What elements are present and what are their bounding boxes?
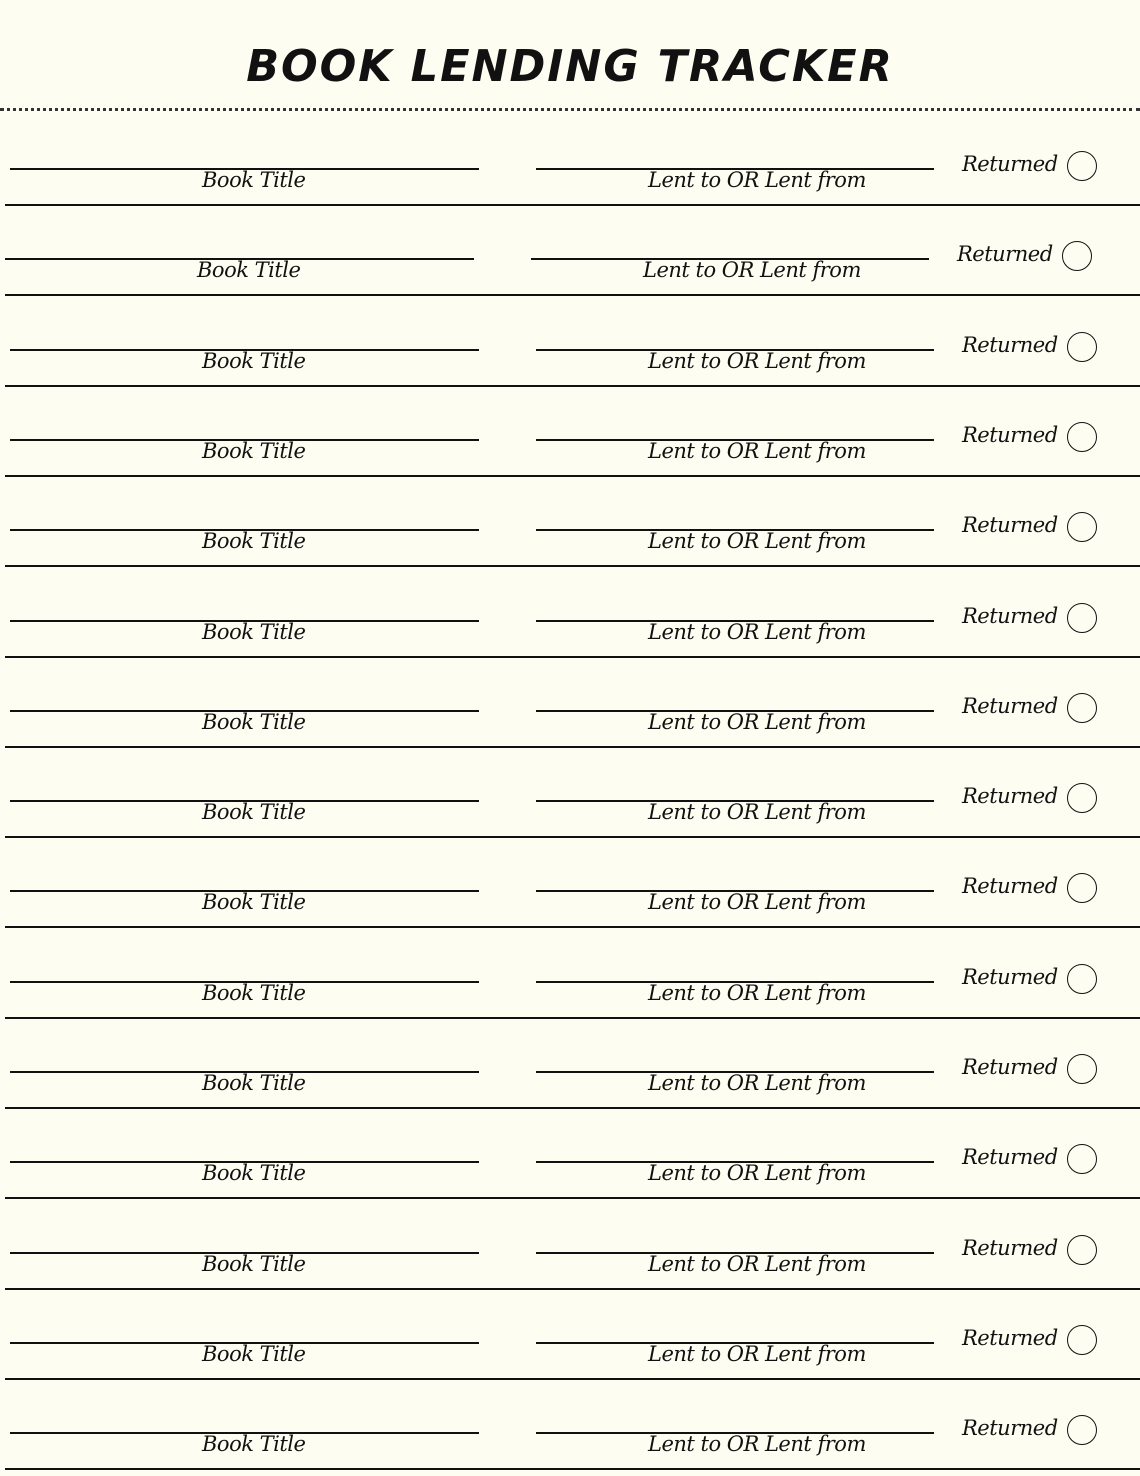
returned-checkbox[interactable] [1067,512,1097,542]
returned-checkbox[interactable] [1067,151,1097,181]
returned-label: Returned [962,1416,1058,1441]
returned-checkbox[interactable] [1067,1325,1097,1355]
row-divider [5,1468,1140,1470]
tracker-row [0,564,1140,654]
lent-to-from-label: Lent to OR Lent from [648,709,866,734]
book-title-label: Book Title [202,529,306,554]
returned-label: Returned [962,693,1058,718]
book-title-label: Book Title [202,348,306,373]
book-title-label: Book Title [197,258,301,283]
book-title-label: Book Title [202,709,306,734]
returned-checkbox[interactable] [1067,1415,1097,1445]
lent-to-from-label: Lent to OR Lent from [648,438,866,463]
page-title: BOOK LENDING TRACKER [246,41,894,92]
tracker-row [0,1286,1140,1376]
lent-to-from-label: Lent to OR Lent from [648,1071,866,1095]
lent-to-from-label: Lent to OR Lent from [648,800,866,825]
lent-to-from-label: Lent to OR Lent from [648,1432,866,1457]
book-title-label: Book Title [202,1432,306,1457]
title-divider [0,108,1140,111]
returned-label: Returned [962,152,1058,176]
returned-checkbox[interactable] [1067,1054,1097,1084]
returned-label: Returned [962,332,1058,357]
lent-to-from-label: Lent to OR Lent from [643,258,861,283]
returned-checkbox[interactable] [1067,422,1097,452]
lent-to-from-label: Lent to OR Lent from [648,619,866,644]
tracker-row [0,654,1140,744]
returned-label: Returned [962,603,1058,628]
returned-label: Returned [962,1235,1058,1260]
lent-to-from-label: Lent to OR Lent from [648,890,866,915]
tracker-row [0,834,1140,924]
returned-label: Returned [962,874,1058,899]
returned-checkbox[interactable] [1067,964,1097,994]
lent-to-from-label: Lent to OR Lent from [648,1341,866,1366]
tracker-row [0,1376,1140,1466]
book-title-label: Book Title [202,800,306,825]
lent-to-from-label: Lent to OR Lent from [648,168,866,192]
returned-label: Returned [962,1055,1058,1079]
returned-checkbox[interactable] [1067,332,1097,362]
tracker-row [0,1015,1140,1105]
lent-to-from-label: Lent to OR Lent from [648,1251,866,1276]
returned-checkbox[interactable] [1067,693,1097,723]
returned-checkbox[interactable] [1067,1235,1097,1265]
returned-label: Returned [962,784,1058,809]
lent-to-from-label: Lent to OR Lent from [648,980,866,1005]
tracker-row [0,473,1140,563]
returned-checkbox[interactable] [1067,783,1097,813]
tracker-row [0,744,1140,834]
returned-label: Returned [962,1325,1058,1350]
book-title-label: Book Title [202,1161,306,1186]
lent-to-from-label: Lent to OR Lent from [648,348,866,373]
tracker-row [0,383,1140,473]
lent-to-from-label: Lent to OR Lent from [648,529,866,554]
tracker-row [0,112,1140,202]
lent-to-from-label: Lent to OR Lent from [648,1161,866,1186]
book-title-label: Book Title [202,1251,306,1276]
book-title-label: Book Title [202,168,306,192]
returned-label: Returned [962,964,1058,989]
book-title-label: Book Title [202,619,306,644]
returned-label: Returned [962,513,1058,538]
returned-checkbox[interactable] [1067,873,1097,903]
tracker-row [0,293,1140,383]
book-title-label: Book Title [202,980,306,1005]
book-title-label: Book Title [202,1071,306,1095]
returned-label: Returned [962,422,1058,447]
tracker-row [0,202,1135,292]
book-title-label: Book Title [202,890,306,915]
returned-label: Returned [962,1145,1058,1170]
tracker-row [0,1196,1140,1286]
book-title-label: Book Title [202,438,306,463]
returned-checkbox[interactable] [1067,603,1097,633]
returned-label: Returned [957,242,1053,267]
returned-checkbox[interactable] [1067,1144,1097,1174]
returned-checkbox[interactable] [1062,241,1092,271]
tracker-row [0,1105,1140,1195]
book-title-label: Book Title [202,1341,306,1366]
tracker-row [0,925,1140,1015]
